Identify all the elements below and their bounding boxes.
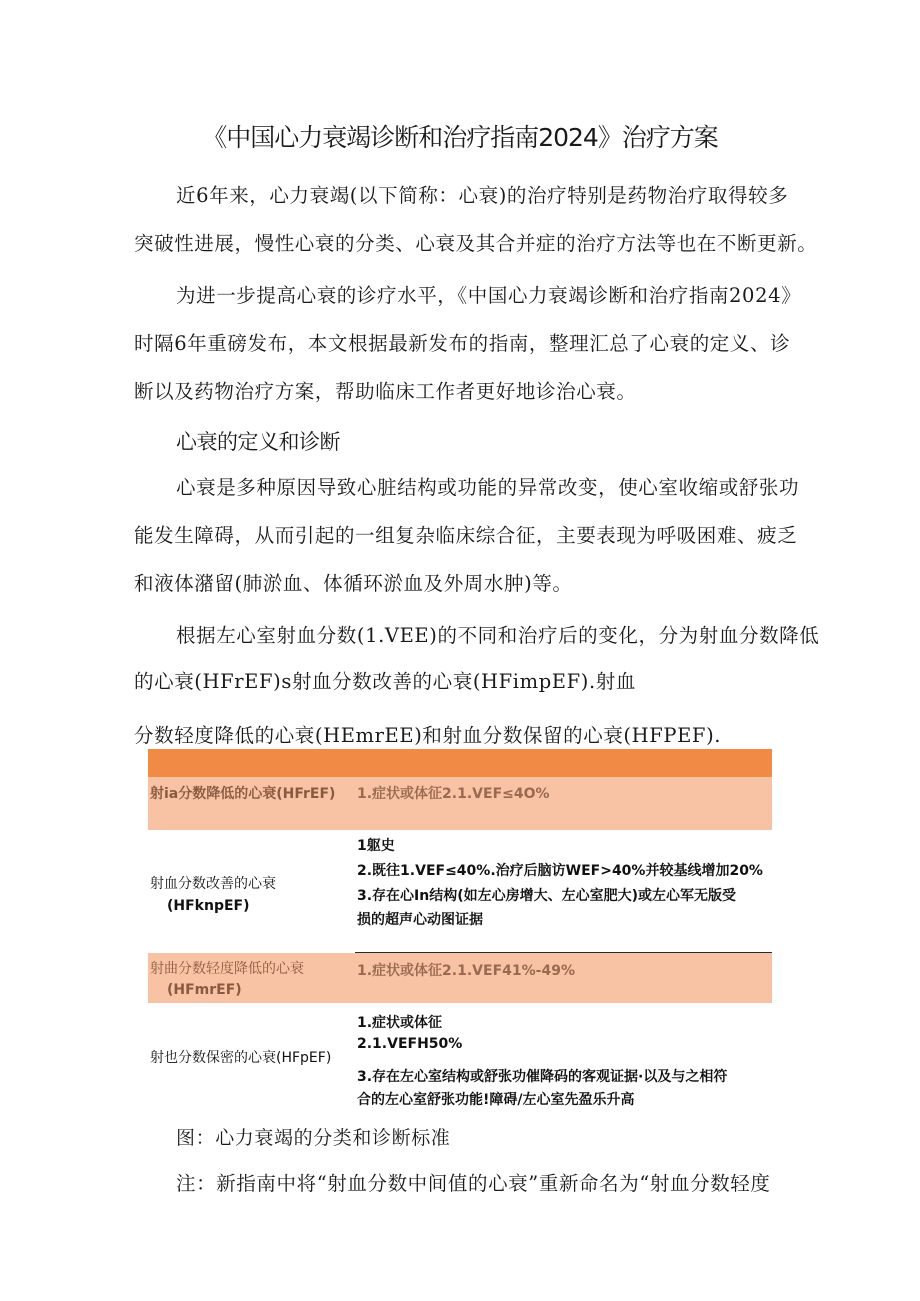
row-hfimpef-name-line2: (HFknpEF): [167, 898, 250, 914]
row-hfimpef-name-line1: 射血分数改善的心衰: [150, 876, 276, 892]
row-hfpef-criteria-3: 3.存在左心室结构或舒张功催降码的客观证据·以及与之相符: [357, 1069, 728, 1085]
para1-line2: 突破性进展，慢性心衰的分类、心衰及其合并症的治疗方法等也在不断更新。: [134, 232, 818, 255]
row-hfpef-criteria-4: 合的左心室舒张功能!障碍/左心室先盈乐升高: [357, 1092, 635, 1108]
figure-caption: 图：心力衰竭的分类和诊断标准: [176, 1127, 451, 1149]
row-hfpef-criteria-1: 1.症状或体征: [357, 1015, 443, 1031]
row-hfpef-name: 射也分数保密的心衰(HFpEF): [150, 1050, 332, 1066]
row-hfimpef-criteria-3: 3.存在心In结构(如左心房增大、左心室肥大)或左心军无版受: [357, 888, 737, 904]
para1-line1: 近6年来，心力衰竭(以下简称：心衰)的治疗特别是药物治疗取得较多: [176, 184, 789, 207]
para3-line2: 能发生障碍，从而引起的一组复杂临床综合征，主要表现为呼吸困难、疲乏: [134, 524, 798, 547]
row-hfmref-name-line1: 射曲分数轻度降低的心衰: [150, 961, 304, 977]
row-hfimpef-criteria-1: 1躯史: [357, 838, 395, 854]
para2-line3: 断以及药物治疗方案，帮助临床工作者更好地诊治心衰。: [134, 380, 637, 403]
para2-line1: 为进一步提高心衰的诊疗水平，《中国心力衰竭诊断和治疗指南2024》: [176, 284, 802, 307]
para3-line3: 和液体潴留(肺淤血、体循环淤血及外周水肿)等。: [134, 572, 573, 595]
row-hfimpef-criteria-4: 损的超声心动图证据: [357, 912, 483, 928]
section-heading: 心衰的定义和诊断: [176, 430, 340, 454]
para3-line1: 心衰是多种原因导致心脏结构或功能的异常改变，使心室收缩或舒张功: [176, 476, 800, 499]
row-hfimpef-criteria-2: 2.既往1.VEF≤40%.治疗后脑访WEF>40%并较基线增加20%: [357, 863, 763, 879]
row-hfpef-criteria-2: 2.1.VEFH50%: [357, 1036, 463, 1052]
para4-line3: 分数轻度降低的心衰(HEmrEE)和射血分数保留的心衰(HFPEF).: [134, 724, 722, 747]
table-divider: [355, 952, 772, 953]
para4-line1: 根据左心室射血分数(1.VEE)的不同和治疗后的变化，分为射血分数降低: [176, 624, 820, 647]
para2-line2: 时隔6年重磅发布，本文根据最新发布的指南，整理汇总了心衰的定义、诊: [134, 332, 791, 355]
row-hfref-name: 射ia分数降低的心衰(HFrEF): [150, 786, 336, 802]
row-hfmref-criteria: 1.症状或体征2.1.VEF41%-49%: [357, 963, 575, 979]
note-line1: 注：新指南中将“射血分数中间值的心衰”重新命名为“射血分数轻度: [176, 1172, 771, 1195]
row-hfmref-name-line2: (HFmrEF): [167, 982, 242, 998]
para4-line2: 的心衰(HFrEF)s射血分数改善的心衰(HFimpEF).射血: [134, 670, 636, 693]
table-header-band: [148, 749, 772, 777]
row-hfref-criteria: 1.症状或体征2.1.VEF≤4O%: [357, 786, 550, 802]
page-title: 《中国心力衰竭诊断和治疗指南2024》治疗方案: [202, 123, 718, 152]
